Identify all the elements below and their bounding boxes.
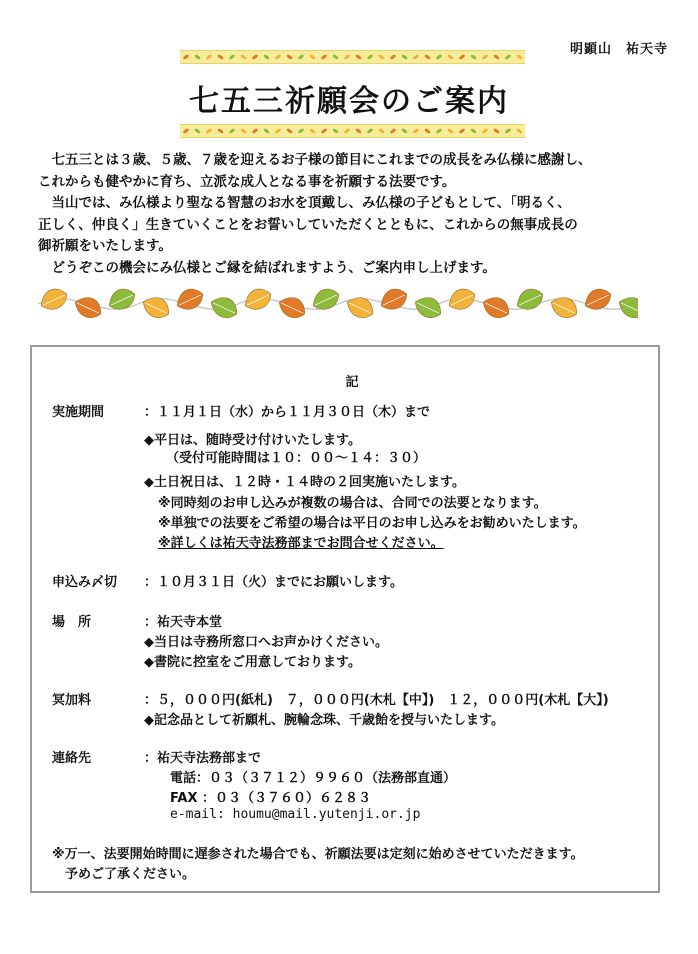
note-single: ※単独での法要をご希望の場合は平日のお申し込みをお勧めいたします。 [158,516,586,531]
leaf-icon [377,285,411,315]
contact-value: ：祐天寺法務部まで [144,751,262,766]
leaf-icon [458,54,465,60]
period-value: ：１１月１日（水）から１１月３０日（木）まで [144,405,431,420]
autumn-leaf-garland [38,278,638,330]
leaf-icon [228,128,235,134]
leaf-icon [493,54,500,60]
notice-heading: 記 [345,375,359,390]
fee-label: 冥加料 [52,693,92,708]
leaf-pattern-top [180,51,525,63]
leaf-icon [424,54,431,60]
temple-name: 明顕山 祐天寺 [569,42,668,57]
leaf-icon [240,54,247,60]
leaf-icon [480,293,514,323]
leaf-icon [616,293,638,323]
leaf-border-top [180,50,525,64]
leaf-icon [435,128,442,134]
leaf-icon [401,54,408,60]
leaf-icon [470,128,477,134]
leaf-icon [309,128,316,134]
place-value: ：祐天寺本堂 [144,615,223,630]
intro-line: 御祈願をいたします。 [38,238,172,254]
leaf-icon [228,54,235,60]
place-note-waiting: ◆書院に控室をご用意しております。 [144,655,361,670]
intro-line: どうぞこの機会にみ仏様とご縁を結ばれますよう、ご案内申し上げます。 [38,259,496,276]
leaf-icon [470,54,477,60]
leaf-icon [263,128,270,134]
leaf-icon [435,54,442,60]
contact-label: 連絡先 [52,751,92,766]
leaf-icon [424,128,431,134]
leaf-icon [240,128,247,134]
leaf-icon [276,293,310,323]
contact-phone: 電話：０３（３７１２）９９６０（法務部直通） [170,771,457,786]
leaf-icon [332,54,339,60]
intro-text [38,150,668,279]
intro-line: 正しく、仲良く」生きていくことをお誓いしていただくとともに、これからの無事成長の [38,216,578,233]
leaf-icon [412,128,419,134]
leaf-icon [38,285,70,315]
leaf-icon [217,128,224,134]
leaf-icon [516,54,523,60]
fee-value: ：５，０００円(紙札) ７，０００円(木札【中】) １２，０００円(木札【大】) [144,693,609,708]
leaf-icon [241,285,275,315]
period-label: 実施期間 [52,405,105,420]
leaf-icon [251,54,258,60]
contact-email: e-mail: houmu@mail.yutenji.or.jp [170,807,421,822]
leaf-icon [355,54,362,60]
note-inquiry: ※詳しくは祐天寺法務部までお問合せください。 [158,536,444,551]
intro-line: 七五三とは３歳、５歳、７歳を迎えるお子様の節目にこれまでの成長をみ仏様に感謝し、 [38,152,592,168]
leaf-icon [274,54,281,60]
leaf-icon [389,128,396,134]
leaf-icon [173,285,207,315]
leaf-icon [447,128,454,134]
leaf-icon [481,54,488,60]
leaf-border-bottom [180,124,525,138]
leaf-icon [412,54,419,60]
leaf-icon [194,128,201,134]
leaf-icon [320,128,327,134]
leaf-icon [286,54,293,60]
leaf-icon [366,128,373,134]
leaf-icon [458,128,465,134]
leaf-icon [504,128,511,134]
leaf-icon [263,54,270,60]
closing-note-2: 予めご了承ください。 [52,867,196,882]
leaf-icon [297,128,304,134]
place-label: 場 所 [52,615,92,630]
leaf-icon [320,54,327,60]
leaf-icon [205,128,212,134]
leaf-icon [251,128,258,134]
page-title: 七五三祈願会のご案内 [189,84,509,119]
leaf-icon [401,128,408,134]
leaf-icon [274,128,281,134]
weekday-hours: （受付可能時間は１０：００〜１４：３０） [166,451,427,466]
leaf-icon [286,128,293,134]
leaf-icon [205,54,212,60]
leaf-icon [378,128,385,134]
leaf-icon [297,54,304,60]
leaf-icon [412,293,446,323]
deadline-label: 申込み〆切 [52,575,118,590]
deadline-value: ：１０月３１日（火）までにお願いします。 [144,575,403,590]
leaf-icon [217,54,224,60]
leaf-icon [548,293,582,323]
leaf-icon [343,54,350,60]
leaf-icon [182,54,189,60]
leaf-icon [182,128,189,134]
contact-fax: FAX ：０３（３７６０）６２８３ [170,791,371,806]
note-joint: ※同時刻のお申し込みが複数の場合は、合同での法要となります。 [158,496,547,511]
leaf-icon [504,54,511,60]
notice-box [30,345,660,893]
leaf-icon [355,128,362,134]
fee-note: ◆記念品として祈願札、腕輪念珠、千歳飴を授与いたします。 [144,713,504,728]
leaf-icon [343,128,350,134]
place-note-office: ◆当日は寺務所窓口へお声かけください。 [144,635,388,650]
leaf-icon [208,293,242,323]
leaf-icon [493,128,500,134]
leaf-icon [72,293,106,323]
leaf-icon [447,54,454,60]
leaf-icon [140,293,174,323]
intro-line: これからも健やかに育ち、立派な成人となる事を祈願する法要です。 [38,173,456,190]
intro-line: 当山では、み仏様より聖なる智慧のお水を頂戴し、み仏様の子どもとして、「明るく、 [38,195,571,211]
leaf-icon [378,54,385,60]
leaf-icon [389,54,396,60]
closing-note: ※万一、法要開始時間に遅参された場合でも、祈願法要は定刻に始めさせていただきます。 [52,847,584,862]
leaf-icon [366,54,373,60]
leaf-icon [516,128,523,134]
leaf-icon [332,128,339,134]
leaf-icon [309,54,316,60]
leaf-icon [481,128,488,134]
leaf-icon [344,293,378,323]
leaf-icon [194,54,201,60]
weekday-note: ◆平日は、随時受け付けいたします。 [144,433,361,448]
leaf-pattern-bottom [180,125,525,137]
weekend-note: ◆土日祝日は、１２時・１４時の２回実施いたします。 [144,475,465,490]
